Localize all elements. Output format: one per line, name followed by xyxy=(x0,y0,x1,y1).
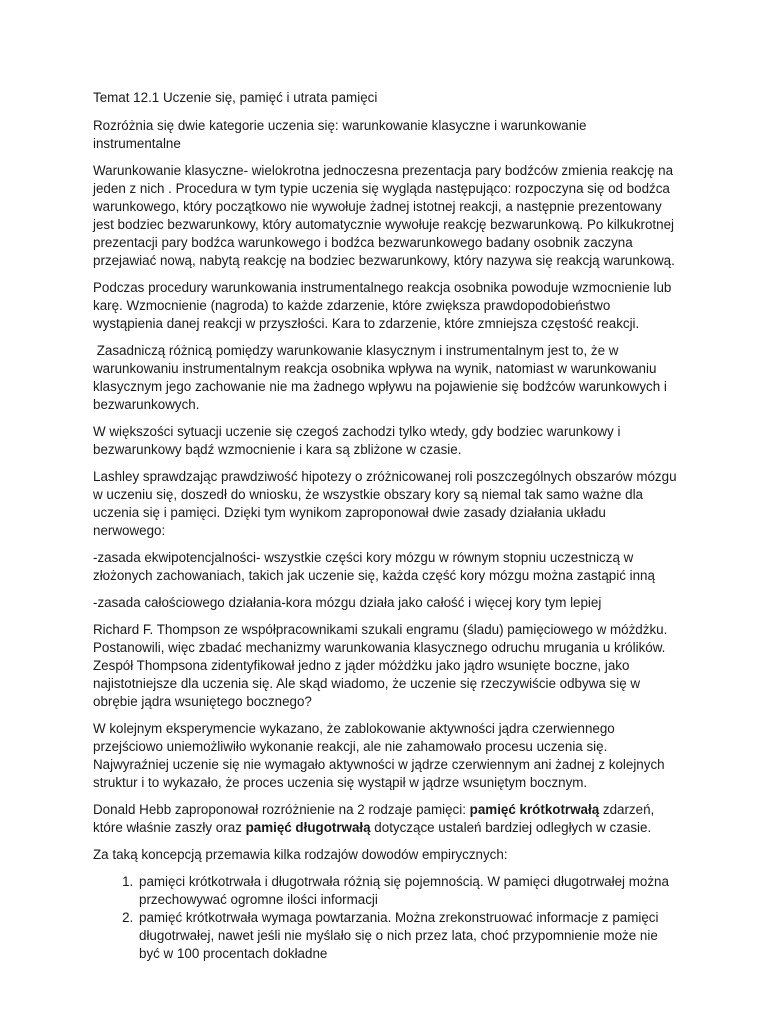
hebb-long-term-memory: pamięć długotrwałą xyxy=(245,820,371,835)
paragraph-timing: W większości sytuacji uczenie się czegoś zachodzi tylko wtedy, gdy bodziec warunkowy i bezwarunkowy bądź wzmocnienie i kara są zbliżone w czasie. xyxy=(93,424,621,457)
paragraph-categories: Rozróżnia się dwie kategorie uczenia się: warunkowanie klasyczne i warunkowanie instrumentalne xyxy=(93,118,587,151)
hebb-text-before: Donald Hebb zaproponował rozróżnienie na 2 rodzaje pamięci: xyxy=(93,802,470,817)
paragraph-equipotentiality: -zasada ekwipotencjalności- wszystkie części kory mózgu w równym stopniu uczestniczą w złożonych zachowaniach, takich jak uczenie się, każda część kory mózgu można zastąpić inną xyxy=(93,550,655,583)
paragraph-thompson: Richard F. Thompson ze współpracownikami szukali engramu (śladu) pamięciowego w móżdżku. Postanowili, więc zbadać mechanizmy warunkowania klasycznego odruchu mrugania u królików. Zespół Thompsona zidentyfikował jedno z jąder móżdżku jako jądro wsunięte boczne, jako najistotniejsze dla uczenia się. Ale skąd wiadomo, że uczenie się rzeczywiście odbywa się w obrębie jądra wsuniętego bocznego? xyxy=(93,622,668,709)
list-item: 2. pamięć krótkotrwała wymaga powtarzania. Można zrekonstruować informacje z pamięci długotrwałej, nawet jeśli nie myślało się o nich przez lata, choć przypomnienie może nie być w 100 procentach dokładne xyxy=(137,909,678,963)
paragraph-classical-conditioning: Warunkowanie klasyczne- wielokrotna jednoczesna prezentacja pary bodźców zmienia reakcję na jeden z nich . Procedura w tym typie uczenia się wygląda następująco: rozpoczyna się od bodźca warunkowego, który początkowo nie wywołuje żadnej istotnej reakcji, a następnie prezentowany jest bodziec bezwarunkowy, który automatycznie wywołuje reakcję bezwarunkową. Po kilkukrotnej prezentacji pary bodźca warunkowego i bodźca bezwarunkowego badany osobnik zaczyna przejawiać nową, nabytą reakcję na bodziec bezwarunkowy, który nazywa się reakcją warunkową. xyxy=(93,163,675,268)
paragraph-lashley: Lashley sprawdzając prawdziwość hipotezy o zróżnicowanej roli poszczególnych obszarów mózgu w uczeniu się, doszedł do wniosku, że wszystkie obszary kory są niemal tak samo ważne dla uczenia się i pamięci. Dzięki tym wynikom zaproponował dwie zasady działania układu nerwowego: xyxy=(93,469,677,538)
paragraph-red-nucleus: W kolejnym eksperymencie wykazano, że zablokowanie aktywności jądra czerwiennego przejściowo uniemożliwiło wykonanie reakcji, ale nie zahamowało procesu uczenia się. Najwyraźniej uczenie się nie wymagało aktywności w jądrze czerwiennym ani żadnej z kolejnych struktur i to wykazało, że proces uczenia się wystąpił w jądrze wsuniętym bocznym. xyxy=(93,721,665,790)
hebb-text-middle: zdarzeń, które właśnie zaszły oraz xyxy=(93,802,655,835)
paragraph-hebb xyxy=(93,801,678,837)
hebb-text-after: dotyczące ustaleń bardziej odległych w czasie. xyxy=(370,820,652,835)
list-item: 1. pamięci krótkotrwała i długotrwała różnią się pojemnością. W pamięci długotrwałej można przechowywać ogromne ilości informacji xyxy=(137,873,678,909)
document-title: Temat 12.1 Uczenie się, pamięć i utrata pamięci xyxy=(93,90,378,105)
paragraph-instrumental-conditioning: Podczas procedury warunkowania instrumentalnego reakcja osobnika powoduje wzmocnienie lub karę. Wzmocnienie (nagroda) to każde zdarzenie, które zwiększa prawdopodobieństwo wystąpienia danej reakcji w przyszłości. Kara to zdarzenie, które zmniejsza częstość reakcji. xyxy=(93,280,672,331)
paragraph-mass-action: -zasada całościowego działania-kora mózgu działa jako całość i więcej kory tym lepiej xyxy=(93,595,602,610)
paragraph-difference: Zasadniczą różnicą pomiędzy warunkowanie klasycznym i instrumentalnym jest to, że w warunkowaniu instrumentalnym reakcja osobnika wpływa na wynik, natomiast w warunkowaniu klasycznym jego zachowanie nie ma żadnego wpływu na pojawienie się bodźców warunkowych i bezwarunkowych. xyxy=(93,343,671,412)
evidence-list xyxy=(93,873,678,963)
document-body xyxy=(93,89,678,963)
paragraph-evidence-intro: Za taką koncepcją przemawia kilka rodzajów dowodów empirycznych: xyxy=(93,847,508,862)
hebb-short-term-memory: pamięć krótkotrwałą xyxy=(469,802,600,817)
